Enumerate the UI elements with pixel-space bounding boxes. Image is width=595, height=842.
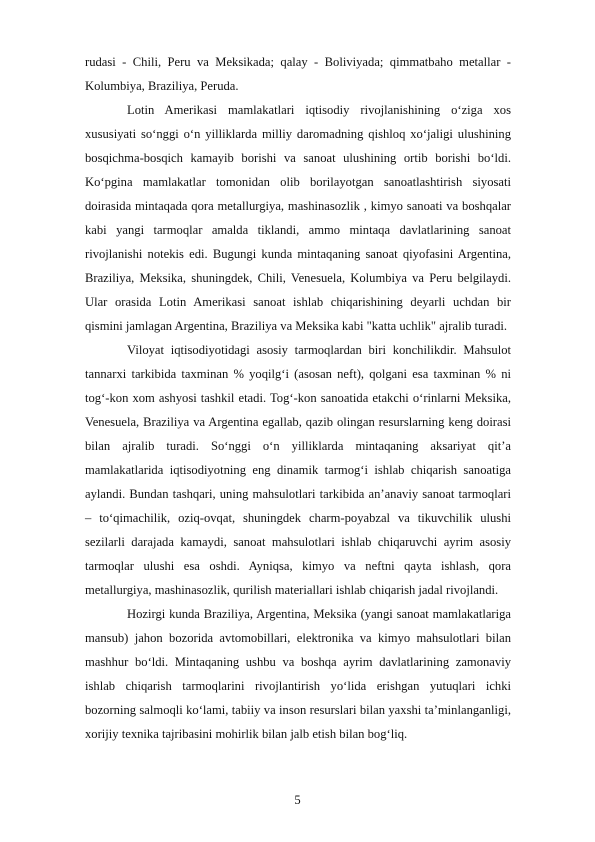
paragraph-continuation: rudasi - Chili, Peru va Meksikada; qalay - Boliviyada; qimmatbaho metallar - Kolumbiya, Braziliya, Peruda. [85,55,511,93]
document-body [85,50,511,746]
paragraph-modern-industries: Hozirgi kunda Braziliya, Argentina, Meksika (yangi sanoat mamlakatlariga mansub) jahon bozorida avtomobillari, elektronika va kimyo mahsulotlari bilan mashhur bo‘ldi. Mintaqaning ushbu va boshqa ayrim davlatlarining zamonaviy ishlab chiqarish tarmoqlarini rivojlantirish yo‘lida erishgan yutuqlari ichki bozorning salmoqli ko‘lami, tabiiy va inson resurslari bilan yaxshi ta’minlanganligi, xorijiy texnika tajribasini mohirlik bilan jalb etish bilan bog‘liq. [85,607,511,741]
page-number: 5 [294,793,301,807]
paragraph-mining-industry: Viloyat iqtisodiyotidagi asosiy tarmoqlardan biri konchilikdir. Mahsulot tannarxi tarkibida taxminan % yoqilg‘i (asosan neft), qolgani esa taxminan % ni tog‘-kon xom ashyosi tashkil etadi. Tog‘-kon sanoatida etakchi o‘rinlarni Meksika, Venesuela, Braziliya va Argentina egallab, qazib olingan resurslarning keng doirasi bilan ajralib turadi. So‘nggi o‘n yilliklarda mintaqaning aksariyat qit’a mamlakatlarida iqtisodiyotning eng dinamik tarmog‘i ishlab chiqarish sanoatiga aylandi. Bundan tashqari, uning mahsulotlari tarkibida an’anaviy sanoat tarmoqlari – to‘qimachilik, oziq-ovqat, shuningdek charm-poyabzal va tikuvchilik ulushi sezilarli darajada kamaydi, sanoat mahsulotlari ishlab chiqaruvchi ayrim asosiy tarmoqlar ulushi esa oshdi. Ayniqsa, kimyo va neftni qayta ishlash, qora metallurgiya, mashinasozlik, qurilish materiallari ishlab chiqarish jadal rivojlandi. [85,343,511,597]
paragraph-industrial-development: Lotin Amerikasi mamlakatlari iqtisodiy rivojlanishining o‘ziga xos xususiyati so‘nggi o‘n yilliklarda milliy daromadning qishloq xo‘jaligi ulushining bosqichma-bosqich kamayib borishi va sanoat ulushining ortib borishi bo‘ldi. Ko‘pgina mamlakatlar tomonidan olib borilayotgan sanoatlashtirish siyosati doirasida mintaqada qora metallurgiya, mashinasozlik , kimyo sanoati va boshqalar kabi yangi tarmoqlar amalda tiklandi, ammo mintaqa davlatlarining sanoat rivojlanishi notekis edi. Bugungi kunda mintaqaning sanoat qiyofasini Argentina, Braziliya, Meksika, shuningdek, Chili, Venesuela, Kolumbiya va Peru belgilaydi. Ular orasida Lotin Amerikasi sanoat ishlab chiqarishining deyarli uchdan bir qismini jamlagan Argentina, Braziliya va Meksika kabi "katta uchlik" ajralib turadi. [85,103,511,333]
